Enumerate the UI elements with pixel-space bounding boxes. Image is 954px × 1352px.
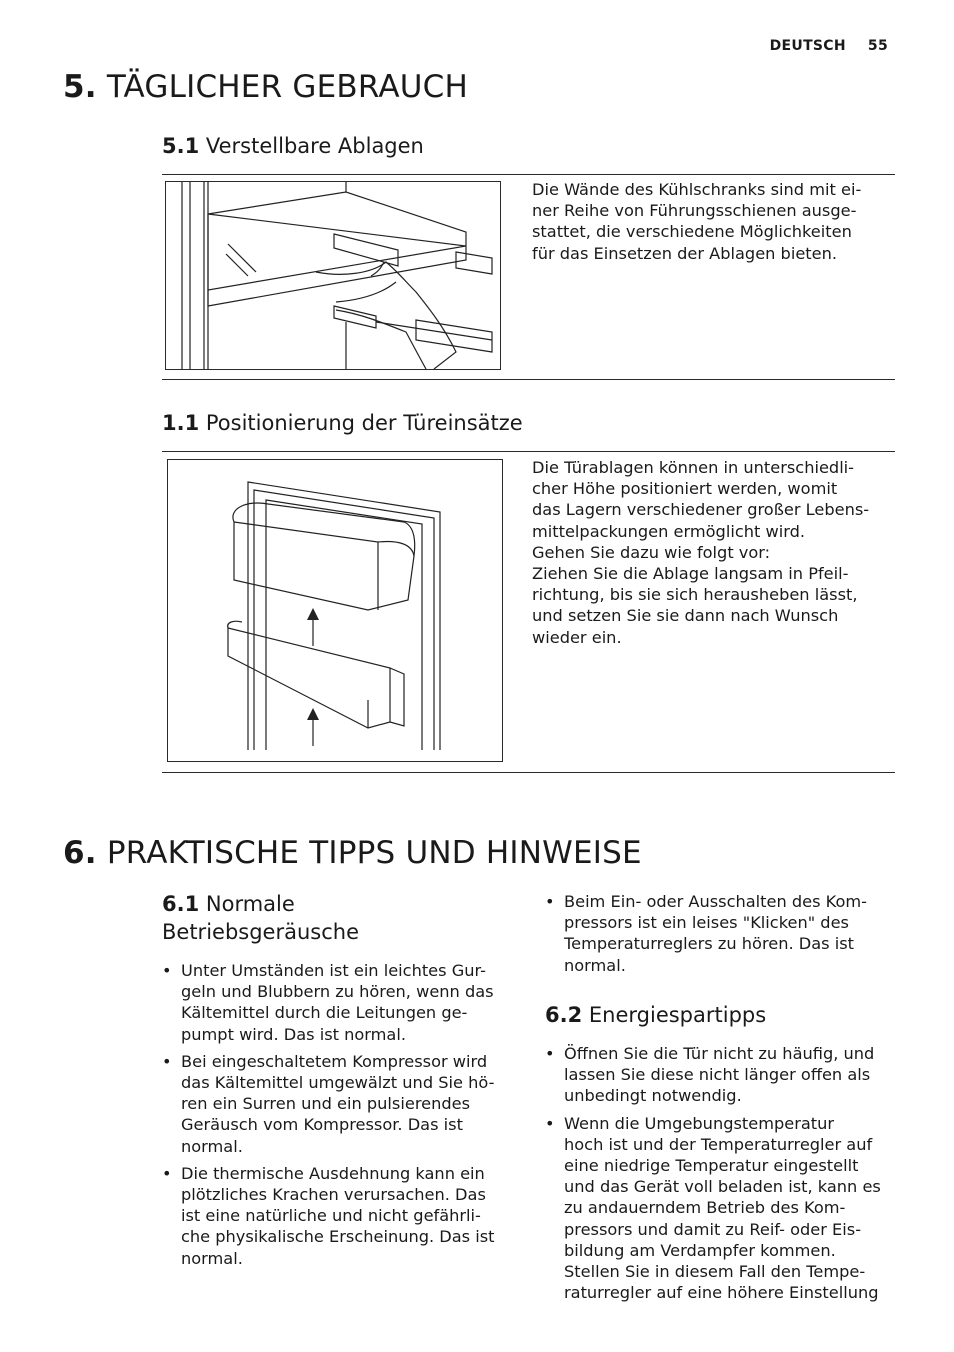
subsection-1-1-heading (162, 409, 523, 437)
bullet-glyph: • (545, 1113, 555, 1133)
running-header (770, 38, 888, 54)
header-language: DEUTSCH (769, 38, 846, 54)
noise-list (162, 960, 522, 1275)
shelf-description: Die Wände des Kühlschranks sind mit ei- ner Reihe von Führungsschienen ausge- stattet, die verschiedene Möglichkeiten für das Einsetzen der Ablagen bieten. (532, 180, 862, 263)
door-bin-description: Die Türablagen können in unterschiedli- cher Höhe positioniert werden, womit das Lagern verschiedener großer Lebens- mittelpackungen ermöglicht wird. Gehen Sie dazu wie folgt vor: Ziehen Sie die Ablage langsam in Pfeil- richtung, bis sie sich herausheben lässt, und setzen Sie sie dann nach Wunsch wieder ein. (532, 458, 870, 647)
section-6-heading (63, 835, 642, 871)
rule-bottom-1-1 (162, 772, 895, 773)
list-item-text: Beim Ein- oder Ausschalten des Kom- pressors ist ein leises "Klicken" des Temperaturreglers zu hören. Das ist normal. (564, 892, 868, 975)
section-5-heading (63, 69, 468, 105)
subsection-1-1-number: 1.1 (162, 411, 200, 435)
shelf-illustration (165, 181, 501, 370)
section-5-number: 5. (63, 69, 97, 105)
bullet-glyph: • (545, 1044, 555, 1063)
list-item (545, 1113, 897, 1304)
list-item-text: Bei eingeschaltetem Kompressor wird das Kältemittel umgewälzt und Sie hö- ren ein Surren und ein pulsierendes Geräusch vom Kompressor. Das ist normal. (181, 1051, 495, 1156)
subsection-6-1-heading (162, 890, 522, 946)
list-item-text: Wenn die Umgebungstemperatur hoch ist und der Temperaturregler auf eine niedrige Temperatur eingestellt und das Gerät voll beladen ist, kann es zu andauerndem Betrieb des Kom- pressors und damit zu Reif- oder Eis- bildung am Verdampfer kommen. Stellen Sie in diesem Fall den Tempe- raturregler auf eine höhere Einstellung (564, 1113, 881, 1303)
subsection-6-2-title: Energiespartipps (588, 1003, 767, 1027)
noise-list-continued (545, 891, 897, 982)
door-bin-illustration (167, 459, 503, 762)
bullet-glyph: • (162, 1051, 172, 1071)
list-item (162, 1163, 522, 1269)
list-item (545, 1043, 897, 1107)
bullet-glyph: • (545, 892, 555, 911)
list-item (162, 960, 522, 1045)
rule-top-5-1 (162, 174, 895, 175)
subsection-6-2-heading (545, 1001, 766, 1029)
list-item (162, 1051, 522, 1157)
list-item-text: Die thermische Ausdehnung kann ein plötzliches Krachen verursachen. Das ist eine natürliche und nicht gefährli- che physikalische Erscheinung. Das ist normal. (181, 1163, 495, 1268)
list-item (545, 891, 897, 976)
section-6-number: 6. (63, 835, 97, 871)
subsection-1-1-title: Positionierung der Türeinsätze (205, 411, 523, 435)
list-item-text: Unter Umständen ist ein leichtes Gur- geln und Blubbern zu hören, wenn das Kältemittel durch die Leitungen ge- pumpt wird. Das ist normal. (181, 961, 494, 1044)
subsection-6-2-number: 6.2 (545, 1003, 583, 1027)
page-number: 55 (867, 38, 888, 54)
section-5-title: TÄGLICHER GEBRAUCH (106, 69, 468, 105)
subsection-5-1-number: 5.1 (162, 134, 200, 158)
rule-bottom-5-1 (162, 379, 895, 380)
subsection-5-1-title: Verstellbare Ablagen (205, 134, 424, 158)
list-item-text: Öffnen Sie die Tür nicht zu häufig, und lassen Sie diese nicht länger offen als unbedingt notwendig. (564, 1044, 875, 1106)
bullet-glyph: • (162, 961, 172, 980)
energy-tips-list (545, 1043, 897, 1309)
section-6-title: PRAKTISCHE TIPPS UND HINWEISE (106, 835, 642, 871)
subsection-6-1-number: 6.1 (162, 892, 200, 916)
subsection-6-1-title: Normale Betriebsgeräusche (162, 892, 359, 944)
subsection-5-1-heading (162, 132, 424, 160)
rule-top-1-1 (162, 451, 895, 452)
shelf-drawing (166, 182, 500, 369)
door-bin-drawing (168, 460, 502, 761)
bullet-glyph: • (162, 1163, 172, 1183)
